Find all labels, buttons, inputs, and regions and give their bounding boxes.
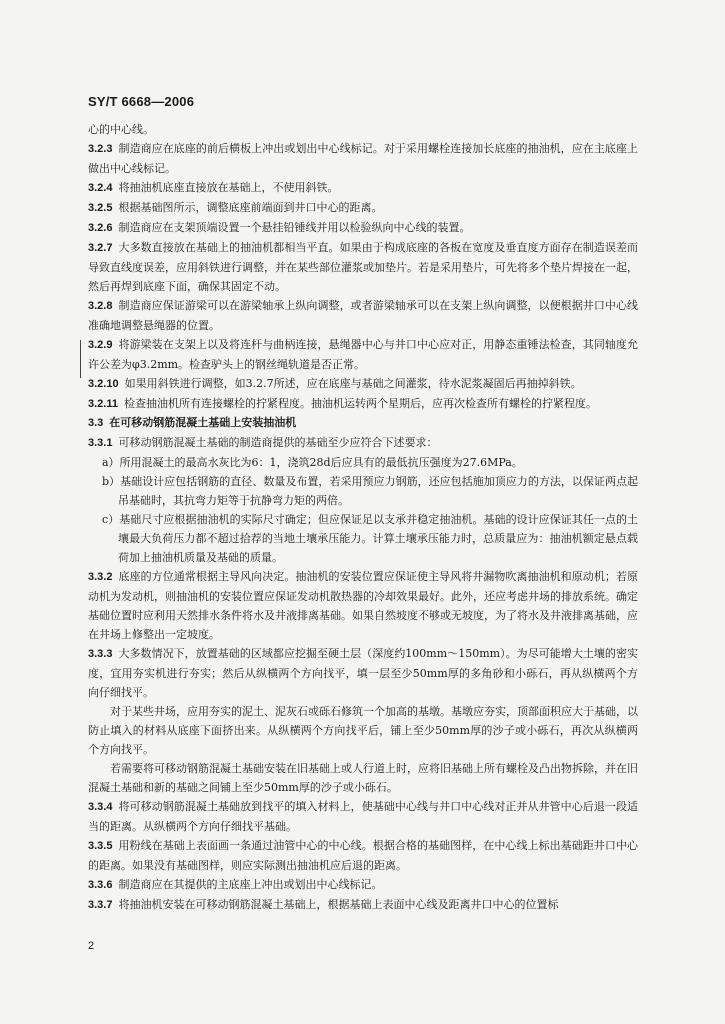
clause-text: 对于某些井场，应用夯实的泥土、泥灰石或砾石修筑一个加高的基墩。基墩应夯实，顶部面积应大于基础，以防止填入的材料从底座下面挤出来。从纵横两个方向找平后，铺上至少50mm厚的沙子或小砾石，再次从纵横两个方向找平。 [88,705,638,756]
margin-mark [80,340,81,378]
clause-text: a）所用混凝土的最高水灰比为6：1，浇筑28d后应具有的最低抗压强度为27.6MPa。 [102,456,523,469]
clause-text: 制造商应在支架顶端设置一个悬挂铅锤线并用以检验纵向中心线的装置。 [118,221,471,234]
section-heading [88,414,638,433]
clause-number: 3.3.6 [88,879,113,891]
clause-paragraph [88,139,638,178]
clause-paragraph [88,374,638,394]
clause-number: 3.2.3 [88,143,113,155]
clause-text: 将抽油机安装在可移动钢筋混凝土基础上，根据基础上表面中心线及距离井口中心的位置标 [118,898,559,911]
clause-number: 3.2.11 [88,398,118,410]
clause-text: c）基础尺寸应根据抽油机的实际尺寸确定；但应保证足以支承并稳定抽油机。基础的设计应保证其任一点的土壤最大负荷压力都不超过拾荐的当地土壤承压能力。计算土壤承压能力时，总质量应为：抽油机额定悬点载荷加上抽油机质量及基础的质量。 [102,513,638,564]
clause-text: 若需要将可移动钢筋混凝土基础安装在旧基础上或人行道上时，应将旧基础上所有螺栓及凸出物拆除，并在旧混凝土基础和新的基础之间铺上至少50mm厚的沙子或小砾石。 [88,762,638,794]
list-item [88,453,638,472]
clause-text: 大多数情况下，放置基础的区域都应挖掘至硬土层（深度约100mm～150mm）。为尽可能增大土壤的密实度，宜用夯实机进行夯实；然后从纵横两个方向找平，填一层至少50mm厚的多角砂和小砾石，再从纵横两个方向仔细找平。 [88,647,638,699]
clause-number: 3.3.4 [88,801,113,813]
clause-number: 3.2.5 [88,202,113,214]
clause-text: 将抽油机底座直接放在基础上，不使用斜铁。 [118,181,339,194]
clause-paragraph [88,702,638,759]
body-text [88,120,638,915]
clause-paragraph [88,178,638,198]
clause-number: 3.2.6 [88,222,113,234]
clause-paragraph [88,567,638,644]
clause-paragraph [88,759,638,797]
clause-number: 3.2.4 [88,182,113,194]
standard-header: SY/T 6668—2006 [88,94,195,109]
clause-text: 在可移动钢筋混凝土基础上安装抽油机 [109,417,297,429]
list-item [88,472,638,510]
clause-text: 底座的方位通常根据主导风向决定。抽油机的安装位置应保证使主导风将井漏物吹离抽油机和原动机；若原动机为发动机，则抽油机的安装位置应保证发动机散热器的冷却效果最好。此外，还应考虑井场的排放系统。确定基础位置时应利用天然排水条件将水及井液排离基础。如果自然坡度不够或无坡度，为了将水及井液排离基础，应在井场上修整出一定坡度。 [88,570,638,641]
clause-text: 将可移动钢筋混凝土基础放到找平的填入材料上，使基础中心线与井口中心线对正并从井管中心后退一段适当的距离。从纵横两个方向仔细找平基础。 [88,800,638,833]
clause-number: 3.2.7 [88,242,113,254]
page-number: 2 [88,940,95,952]
clause-text: 心的中心线。 [88,123,154,136]
clause-text: 如果用斜铁进行调整，如3.2.7所述，应在底座与基础之间灌浆，待水泥浆凝固后再抽掉斜铁。 [124,377,582,390]
clause-text: 用粉线在基础上表面画一条通过油管中心的中心线。根据合格的基础图样，在中心线上标出基础距井口中心的距离。如果没有基础图样，则应实际测出抽油机应后退的距离。 [88,839,638,872]
clause-text: 根据基础图所示，调整底座前端面到井口中心的距离。 [118,201,383,214]
clause-paragraph [88,296,638,335]
clause-text: b）基础设计应包括钢筋的直径、数量及布置，若采用预应力钢筋，还应包括施加顶应力的方法，以保证两点起吊基础时，其抗弯力矩等于抗静弯力矩的两倍。 [102,475,638,507]
clause-text: 可移动钢筋混凝土基础的制造商提供的基础至少应符合下述要求： [118,436,438,449]
clause-paragraph [88,218,638,238]
clause-paragraph [88,394,638,414]
clause-paragraph [88,875,638,895]
clause-text: 大多数直接放在基础上的抽油机都相当平直。如果由于构成底座的各板在宽度及垂直度方面存在制造误差而导致直线度误差，应用斜铁进行调整，并在某些部位灌浆或加垫片。若是采用垫片，可先将多个垫片焊接在一起，然后再焊到底座下面，确保其固定不动。 [88,241,638,293]
clause-paragraph [88,836,638,875]
clause-number: 3.3.7 [88,899,113,911]
clause-text: 制造商应保证游梁可以在游梁轴承上纵向调整，或者游梁轴承可以在支架上纵向调整，以便根据井口中心线准确地调整悬绳器的位置。 [88,299,638,332]
clause-paragraph [88,797,638,836]
clause-text: 检查抽油机所有连接螺栓的拧紧程度。抽油机运转两个星期后，应再次检查所有螺栓的拧紧程度。 [123,397,597,410]
clause-number: 3.3.2 [88,571,113,583]
clause-number: 3.3 [88,417,104,429]
clause-paragraph [88,198,638,218]
clause-paragraph [88,335,638,374]
clause-paragraph [88,238,638,296]
clause-number: 3.3.5 [88,840,113,852]
clause-number: 3.2.9 [88,339,113,351]
clause-number: 3.2.10 [88,378,119,390]
clause-number: 3.3.1 [88,437,113,449]
clause-number: 3.3.3 [88,648,113,660]
clause-text: 制造商应在其提供的主底座上冲出或划出中心线标记。 [118,878,383,891]
clause-number: 3.2.8 [88,300,113,312]
clause-paragraph [88,433,638,453]
list-item [88,510,638,567]
clause-paragraph [88,120,638,139]
clause-paragraph [88,895,638,915]
clause-text: 制造商应在底座的前后横板上冲出或划出中心线标记。对于采用螺栓连接加长底座的抽油机，应在主底座上做出中心线标记。 [88,142,638,175]
clause-paragraph [88,644,638,702]
clause-text: 将游梁装在支架上以及将连杆与曲柄连接，悬绳器中心与井口中心应对正，用静态重锤法检查，其同轴度允许公差为φ3.2mm。检查驴头上的钢丝绳轨道是否正常。 [88,338,638,371]
